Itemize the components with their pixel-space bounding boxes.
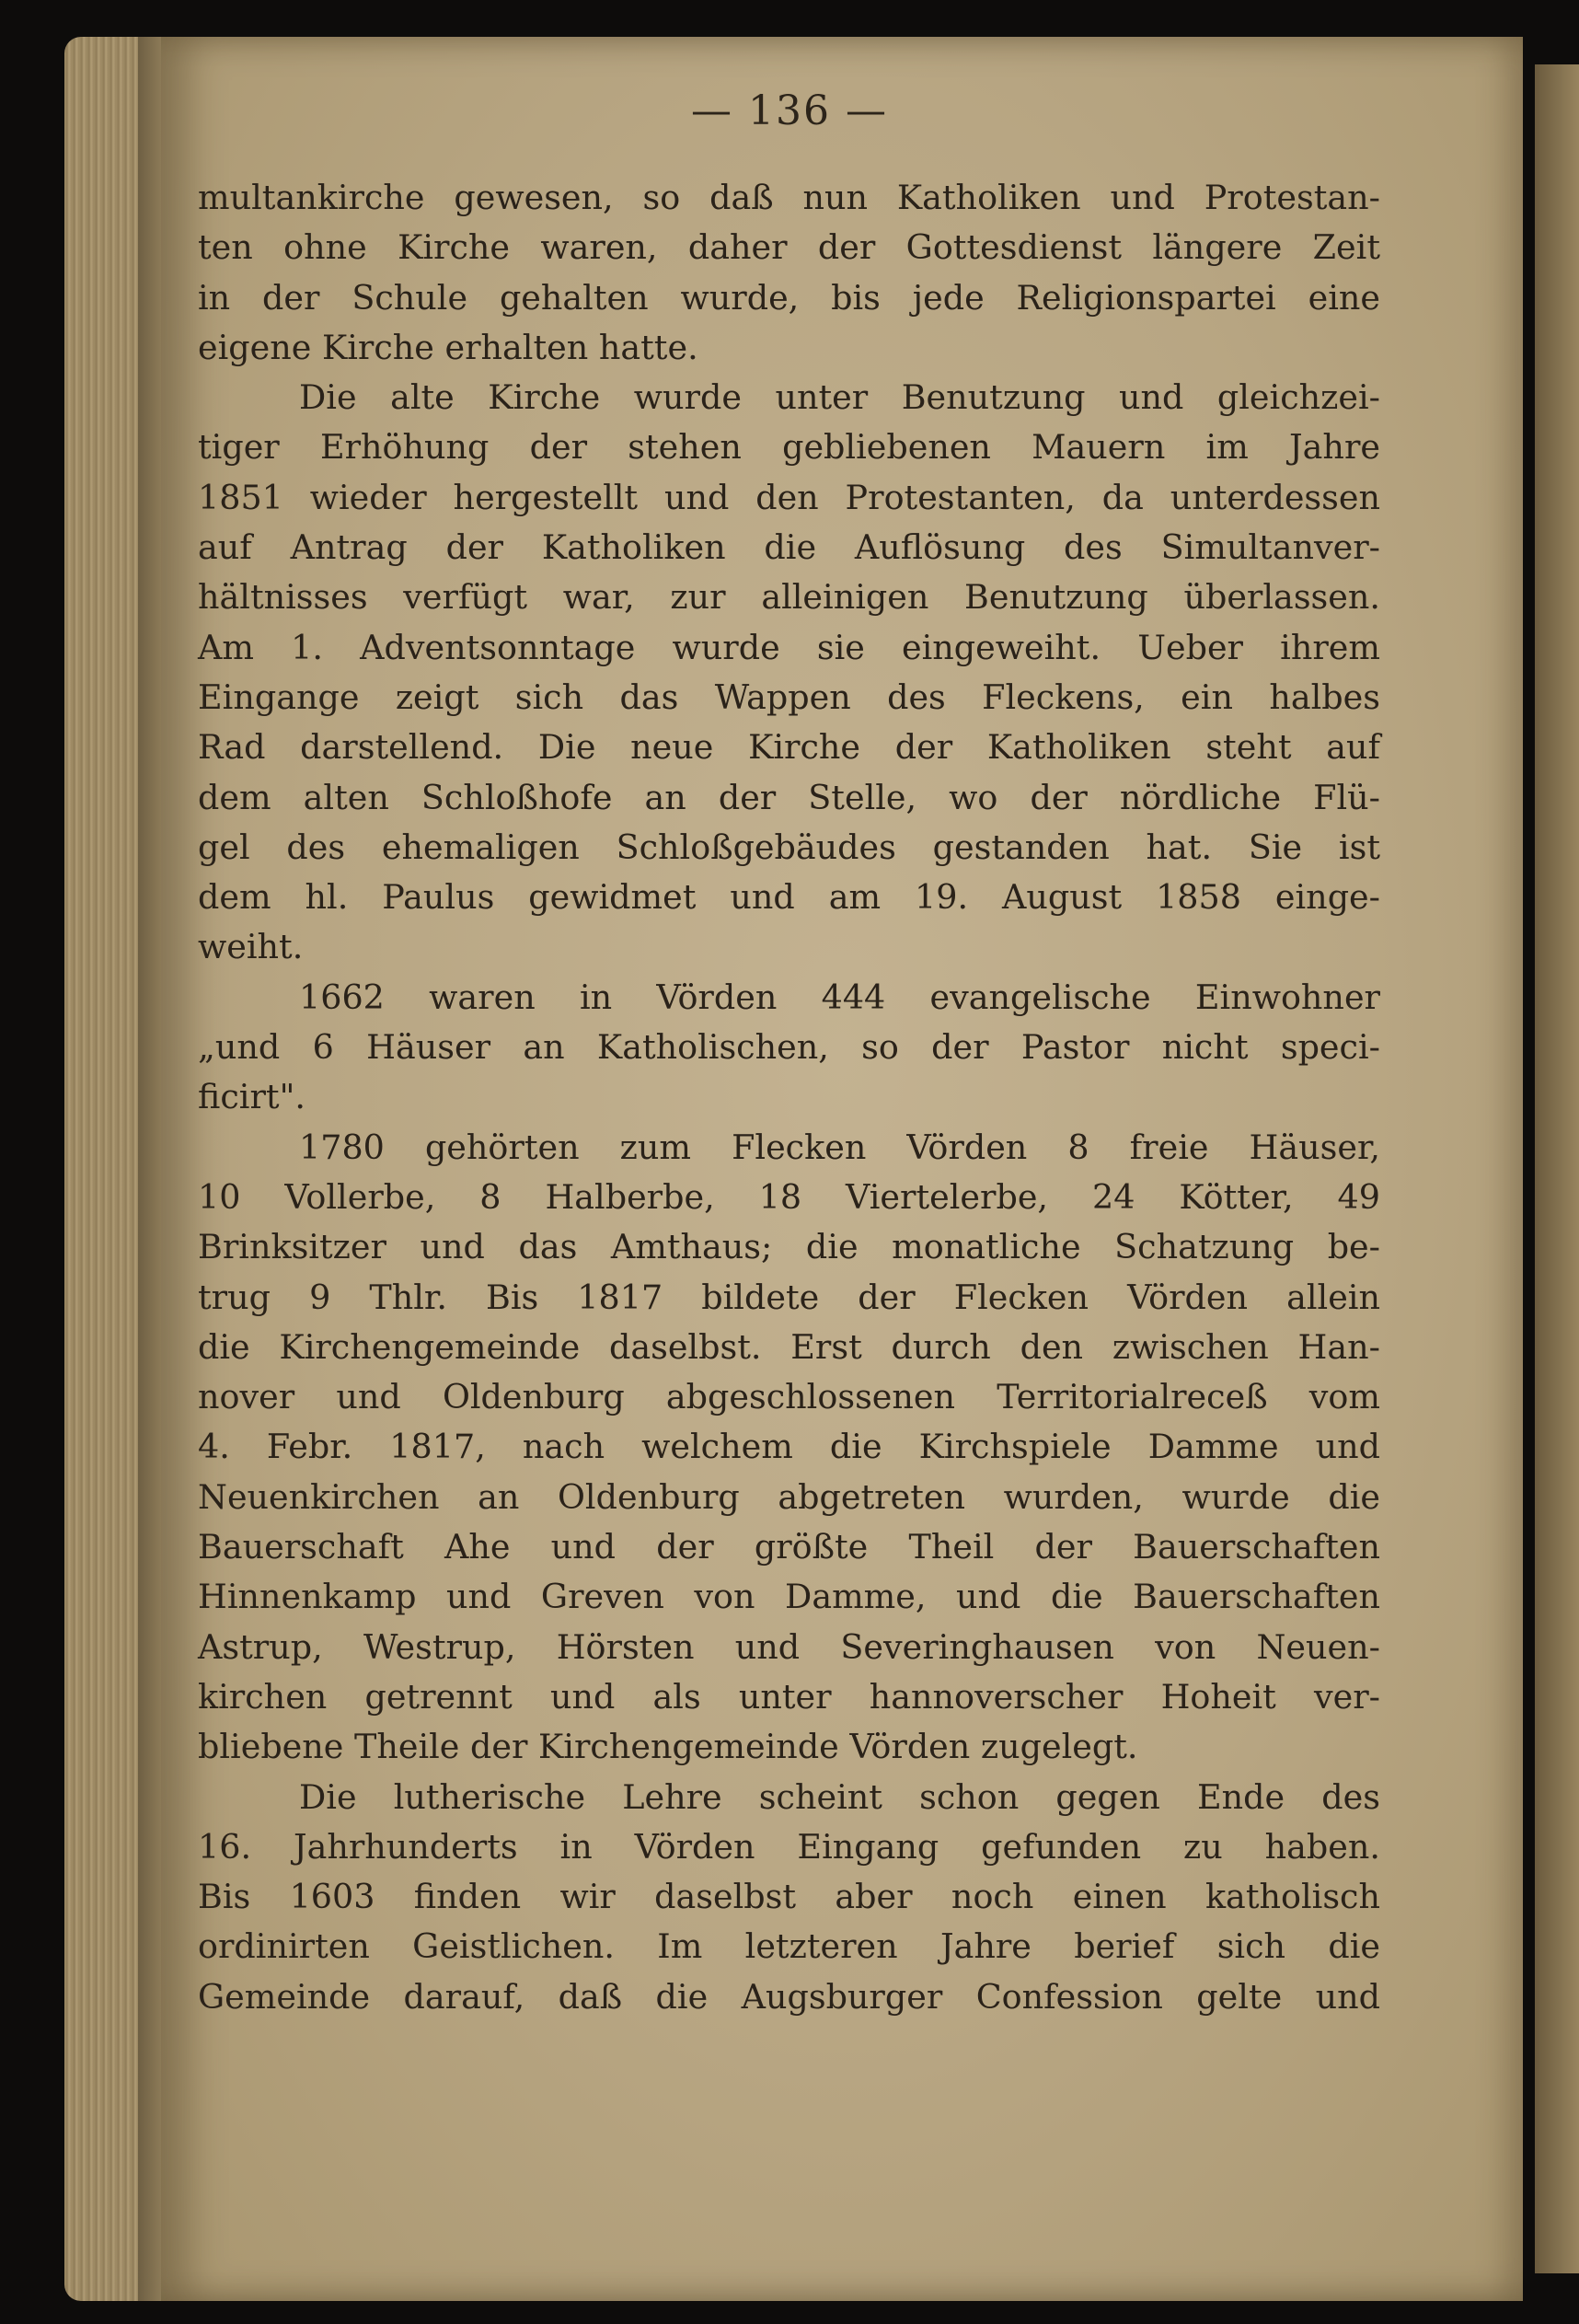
- text-line: nover und Oldenburg abgeschlossenen Territorialreceß vom: [198, 1377, 1380, 1417]
- text-line: die Kirchengemeinde daselbst. Erst durch den zwischen Han-: [198, 1326, 1380, 1367]
- text-line: multankirche gewesen, so daß nun Katholiken und Protestan-: [198, 178, 1380, 217]
- text-line: kirchen getrennt und als unter hannoverscher Hoheit ver-: [198, 1676, 1380, 1717]
- text-line: 1780 gehörten zum Flecken Vörden 8 freie Häuser,: [299, 1127, 1380, 1167]
- text-line: Die alte Kirche wurde unter Benutzung und gleichzei-: [299, 377, 1380, 418]
- text-line: Gemeinde darauf, daß die Augsburger Confession gelte und: [198, 1976, 1380, 2017]
- text-line: Hinnenkamp und Greven von Damme, und die Bauerschaften: [198, 1577, 1380, 1617]
- text-line: dem alten Schloßhofe an der Stelle, wo der nördliche Flü-: [198, 777, 1380, 817]
- text-line: Bauerschaft Ahe und der größte Theil der Bauerschaften: [198, 1527, 1380, 1567]
- page-body-text: [198, 173, 1380, 2022]
- text-line: Rad darstellend. Die neue Kirche der Katholiken steht auf: [198, 727, 1380, 768]
- text-line: eigene Kirche erhalten hatte.: [198, 327, 698, 367]
- text-line: in der Schule gehalten wurde, bis jede Religionspartei eine: [198, 277, 1380, 318]
- text-line: auf Antrag der Katholiken die Auflösung des Simultanver-: [198, 527, 1380, 568]
- text-line: weiht.: [198, 927, 304, 967]
- text-line: bliebene Theile der Kirchengemeinde Vörden zugelegt.: [198, 1727, 1138, 1767]
- text-line: ten ohne Kirche waren, daher der Gottesdienst längere Zeit: [198, 227, 1380, 268]
- text-line: Brinksitzer und das Amthaus; die monatliche Schatzung be-: [198, 1227, 1380, 1267]
- text-line: 1851 wieder hergestellt und den Protestanten, da unterdessen: [198, 477, 1380, 517]
- text-line: Am 1. Adventsonntage wurde sie eingeweiht. Ueber ihrem: [198, 627, 1380, 667]
- page-number: — 136 —: [691, 87, 888, 134]
- text-line: trug 9 Thlr. Bis 1817 bildete der Flecken Vörden allein: [198, 1277, 1380, 1317]
- text-line: Astrup, Westrup, Hörsten und Severinghausen von Neuen-: [198, 1626, 1380, 1667]
- text-line: hältnisses verfügt war, zur alleinigen Benutzung überlassen.: [198, 577, 1380, 618]
- text-line: tiger Erhöhung der stehen gebliebenen Mauern im Jahre: [198, 427, 1380, 468]
- text-line: dem hl. Paulus gewidmet und am 19. August 1858 einge-: [198, 877, 1380, 918]
- text-line: Bis 1603 finden wir daselbst aber noch einen katholisch: [198, 1877, 1380, 1917]
- text-line: ordinirten Geistlichen. Im letzteren Jahre berief sich die: [198, 1926, 1380, 1967]
- text-line: 10 Vollerbe, 8 Halberbe, 18 Viertelerbe, 24 Kötter, 49: [198, 1176, 1380, 1217]
- text-line: 1662 waren in Vörden 444 evangelische Einwohner: [299, 977, 1380, 1017]
- text-line: Eingange zeigt sich das Wappen des Fleckens, ein halbes: [198, 676, 1380, 717]
- text-line: ficirt".: [198, 1077, 305, 1117]
- text-line: 4. Febr. 1817, nach welchem die Kirchspiele Damme und: [198, 1427, 1380, 1467]
- facing-page-edge: [1535, 64, 1579, 2273]
- text-line: „und 6 Häuser an Katholischen, so der Pastor nicht speci-: [198, 1027, 1380, 1068]
- text-line: gel des ehemaligen Schloßgebäudes gestanden hat. Sie ist: [198, 827, 1380, 867]
- text-line: 16. Jahrhunderts in Vörden Eingang gefunden zu haben.: [198, 1826, 1380, 1867]
- text-line: Die lutherische Lehre scheint schon gegen Ende des: [299, 1776, 1380, 1817]
- text-line: Neuenkirchen an Oldenburg abgetreten wurden, wurde die: [198, 1476, 1380, 1517]
